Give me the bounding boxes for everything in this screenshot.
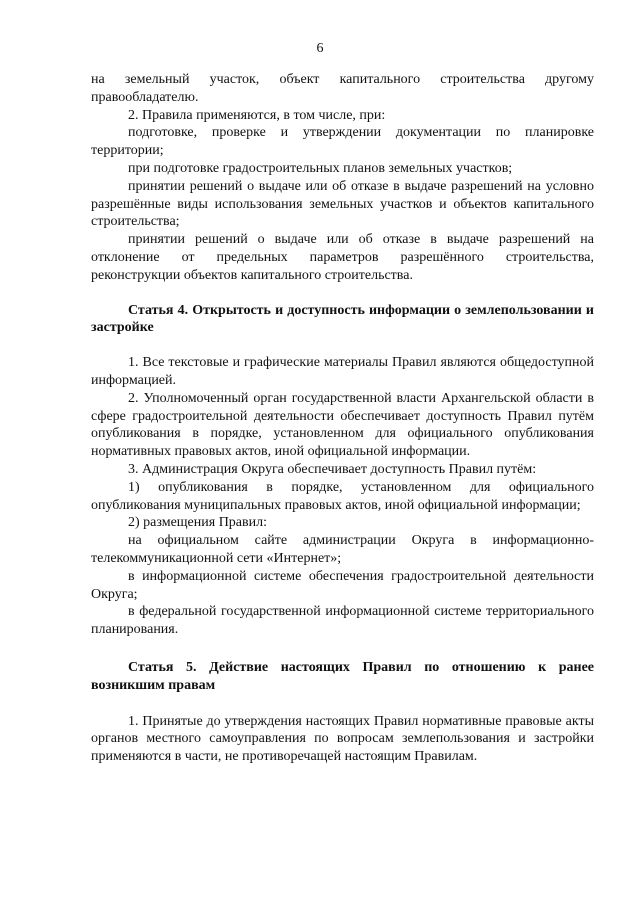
- paragraph-official-site: на официальном сайте администрации Округа в информационно-телекоммуникационной сети «Интернет»;: [91, 533, 594, 566]
- article-5-heading: Статья 5. Действие настоящих Правил по отношению к ранее возникшим правам: [91, 659, 594, 693]
- page-number: 6: [316, 41, 324, 56]
- paragraph-conditional-use: принятии решений о выдаче или об отказе в выдаче разрешений на условно разрешённые виды использования земельных участков и объектов капитального строительства;: [91, 178, 594, 230]
- article-4-heading: Статья 4. Открытость и доступность информации о землепользовании и застройке: [91, 302, 594, 336]
- paragraph-planning-documentation: подготовке, проверке и утверждении документации по планировке территории;: [91, 125, 594, 159]
- paragraph-placement: 2) размещения Правил:: [128, 515, 268, 531]
- paragraph-urban-info-system: в информационной системе обеспечения градостроительной деятельности Округа;: [91, 568, 594, 602]
- paragraph-administration-ensures: 3. Администрация Округа обеспечивает доступность Правил путём:: [128, 461, 537, 477]
- paragraph-authorized-body: 2. Уполномоченный орган государственной власти Архангельской области в сфере градостроительной деятельности обеспечивает доступность Правил путём опубликования в порядке, установленном для официального опубликования нормативных правовых актов, иной официальной информации.: [91, 390, 594, 460]
- paragraph-federal-info-system: в федеральной государственной информационной системе территориального планирования.: [91, 604, 594, 638]
- document-body: [91, 71, 594, 766]
- paragraph-rules-apply: 2. Правила применяются, в том числе, при:: [128, 107, 386, 123]
- paragraph-deviation-permits: принятии решений о выдаче или об отказе в выдаче разрешений на отклонение от предельных параметров разрешённого строительства, реконструкции объектов капитального строительства.: [91, 232, 594, 283]
- paragraph-continuation: на земельный участок, объект капитального строительства другому правообладателю.: [91, 72, 594, 105]
- paragraph-urban-plans: при подготовке градостроительных планов земельных участков;: [128, 160, 513, 176]
- paragraph-public-materials: 1. Все текстовые и графические материалы Правил являются общедоступной информацией.: [91, 355, 594, 388]
- paragraph-prior-acts: 1. Принятые до утверждения настоящих Правил нормативные правовые акты органов местного самоуправления по вопросам землепользования и застройки применяются в части, не противоречащей настоящим Правилам.: [91, 713, 594, 765]
- paragraph-publication: 1) опубликования в порядке, установленном для официального опубликования муниципальных правовых актов, иной официальной информации;: [91, 479, 594, 513]
